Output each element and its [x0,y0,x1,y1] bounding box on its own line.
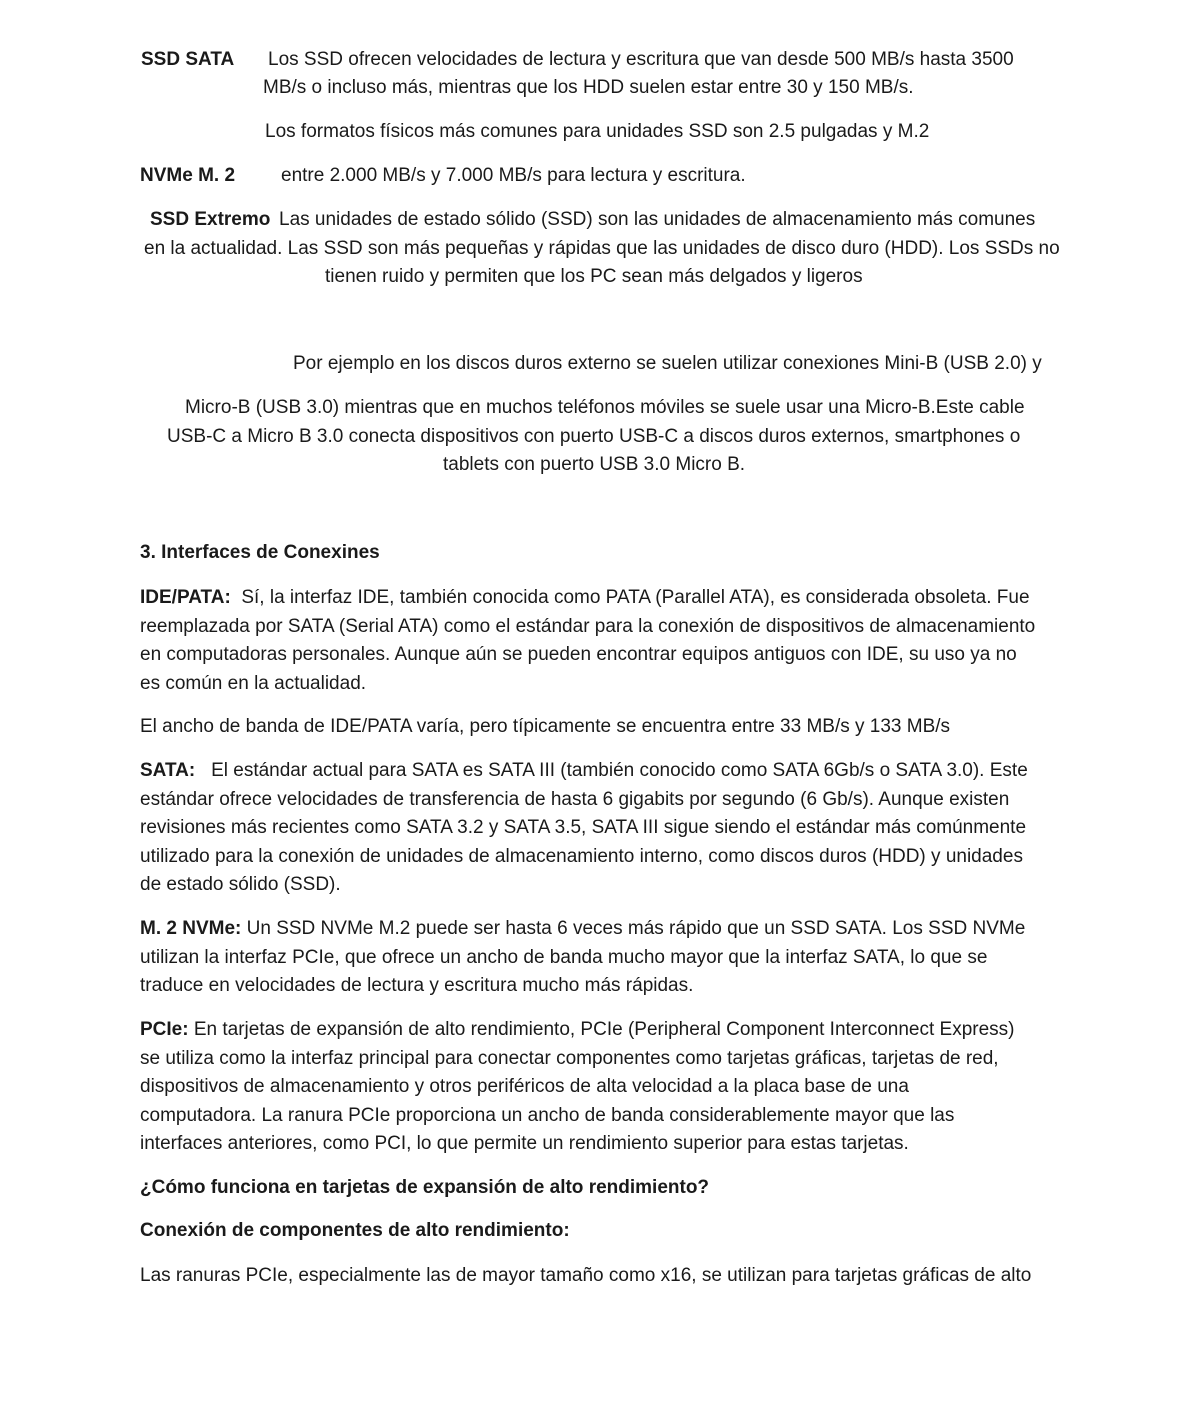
usb-text-line-4: tablets con puerto USB 3.0 Micro B. [443,454,746,475]
ssd-sata-text-line-2: MB/s o incluso más, mientras que los HDD suelen estar entre 30 y 150 MB/s. [263,77,914,98]
ssd-extremo-text-line-3: tienen ruido y permiten que los PC sean más delgados y ligeros [325,266,863,287]
ssd-formats-text: Los formatos físicos más comunes para unidades SSD son 2.5 pulgadas y M.2 [265,121,930,142]
sata-line: de estado sólido (SSD). [140,874,341,895]
m2-nvme-label: M. 2 NVMe: [140,918,242,939]
pcie-label: PCIe: [140,1019,189,1040]
pcie-line: computadora. La ranura PCIe proporciona un ancho de banda considerablemente mayor que las [140,1104,955,1126]
question-heading: ¿Cómo funciona en tarjetas de expansión de alto rendimiento? [140,1177,710,1198]
m2-nvme-line: utilizan la interfaz PCIe, que ofrece un ancho de banda mucho mayor que la interfaz SATA, lo que se [140,946,988,968]
ssd-extremo-label: SSD Extremo [150,209,271,230]
sata-line: El estándar actual para SATA es SATA III (también conocido como SATA 6Gb/s o SATA 3.0). Este [211,760,1028,781]
usb-text-line-3: USB-C a Micro B 3.0 conecta dispositivos con puerto USB-C a discos duros externos, smartphones o [167,426,1021,447]
m2-nvme-line: traduce en velocidades de lectura y escritura mucho más rápidas. [140,975,694,996]
ide-pata-label: IDE/PATA: [140,587,231,608]
m2-nvme-line: Un SSD NVMe M.2 puede ser hasta 6 veces más rápido que un SSD SATA. Los SSD NVMe [246,918,1026,939]
usb-text-line-2: Micro-B (USB 3.0) mientras que en muchos teléfonos móviles se suele usar una Micro-B.Este cable [185,397,1025,418]
nvme-m2-label: NVMe M. 2 [140,165,236,186]
sata-line: utilizado para la conexión de unidades de almacenamiento interno, como discos duros (HDD) y unidades [140,845,1023,867]
nvme-m2-text: entre 2.000 MB/s y 7.000 MB/s para lectura y escritura. [281,165,746,186]
ide-pata-paragraph [140,584,1070,698]
m2-nvme-paragraph [140,915,1070,1001]
pcie-line: En tarjetas de expansión de alto rendimiento, PCIe (Peripheral Component Interconnect Express) [193,1019,1015,1040]
ssd-sata-label: SSD SATA [141,49,235,70]
sata-label: SATA: [140,760,196,781]
sata-paragraph [140,757,1070,900]
sata-line: revisiones más recientes como SATA 3.2 y SATA 3.5, SATA III sigue siendo el estándar más comúnmente [140,817,1027,838]
ssd-extremo-text-line-1: Las unidades de estado sólido (SSD) son las unidades de almacenamiento más comunes [279,209,1036,230]
ide-pata-line: es común en la actualidad. [140,672,367,694]
pcie-paragraph [140,1016,1070,1159]
ide-pata-line: reemplazada por SATA (Serial ATA) como el estándar para la conexión de dispositivos de almacenamiento [140,615,1036,637]
subheading: Conexión de componentes de alto rendimiento: [140,1220,570,1241]
pcie-line: se utiliza como la interfaz principal para conectar componentes como tarjetas gráficas, tarjetas de red, [140,1047,999,1069]
ide-pata-line: Sí, la interfaz IDE, también conocida como PATA (Parallel ATA), es considerada obsoleta. Fue [241,587,1030,608]
ssd-sata-text-line-1: Los SSD ofrecen velocidades de lectura y escritura que van desde 500 MB/s hasta 3500 [268,49,1014,70]
pcie-line: interfaces anteriores, como PCI, lo que permite un rendimiento superior para estas tarjetas. [140,1133,909,1154]
ide-pata-line: en computadoras personales. Aunque aún se pueden encontrar equipos antiguos con IDE, su uso ya no [140,644,1017,665]
ssd-extremo-text-line-2: en la actualidad. Las SSD son más pequeñas y rápidas que las unidades de disco duro (HDD). Los SSDs no [144,238,1060,259]
last-paragraph-line: Las ranuras PCIe, especialmente las de mayor tamaño como x16, se utilizan para tarjetas gráficas de alto [140,1265,1032,1286]
sata-line: estándar ofrece velocidades de transferencia de hasta 6 gigabits por segundo (6 Gb/s). Aunque existen [140,788,1010,810]
section-heading: 3. Interfaces de Conexines [140,542,380,563]
pcie-line: dispositivos de almacenamiento y otros periféricos de alta velocidad a la placa base de una [140,1076,909,1097]
usb-text-line-1: Por ejemplo en los discos duros externo se suelen utilizar conexiones Mini-B (USB 2.0) y [293,353,1042,374]
ide-bandwidth-text: El ancho de banda de IDE/PATA varía, pero típicamente se encuentra entre 33 MB/s y 133 MB/s [140,716,951,737]
